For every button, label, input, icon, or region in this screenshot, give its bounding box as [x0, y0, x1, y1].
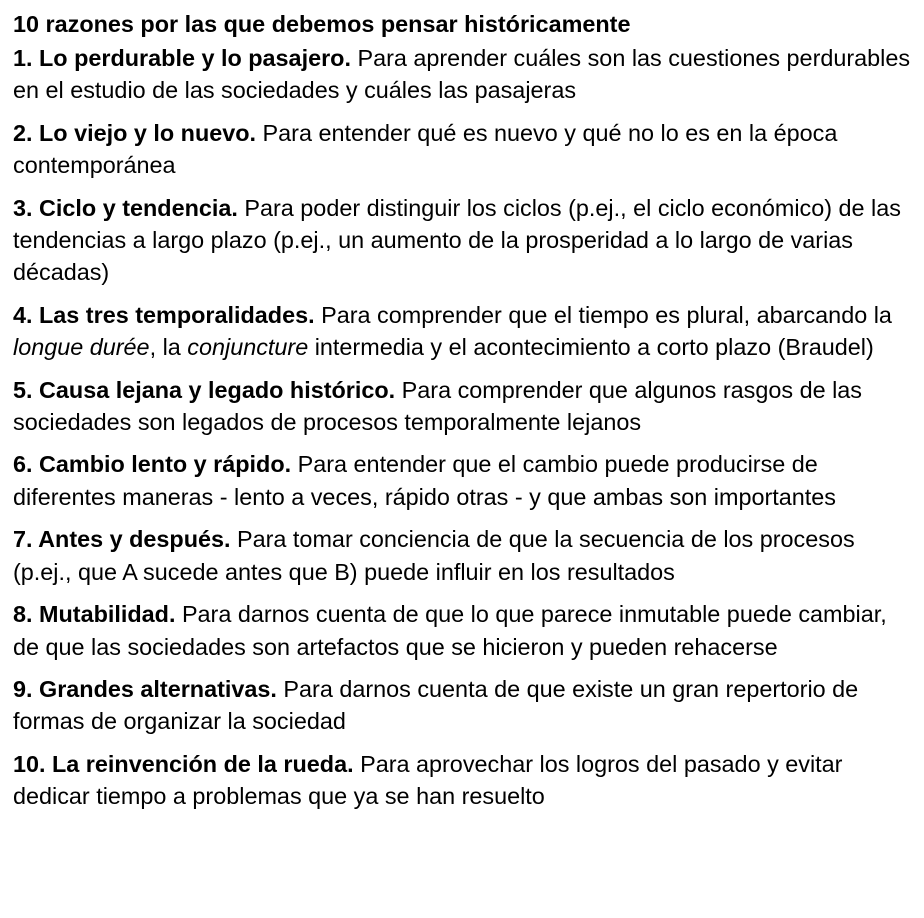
item-text: Para comprender que algunos rasgos de las sociedades son legados de procesos temporalmente lejanos — [13, 376, 862, 436]
list-item-9 — [13, 673, 917, 738]
list-item-10 — [13, 748, 917, 813]
item-emphasis: longue durée — [13, 334, 150, 361]
item-heading: 7. Antes y después. — [13, 526, 231, 553]
item-text: Para entender que el cambio puede producirse de diferentes maneras - lento a veces, rápido otras - y que ambas son importantes — [13, 451, 836, 510]
item-text: intermedia y el acontecimiento a corto plazo (Braudel) — [308, 334, 874, 361]
item-heading: 8. Mutabilidad. — [13, 601, 176, 628]
item-text: Para entender qué es nuevo y qué no lo es en la época contemporánea — [13, 119, 838, 179]
item-text: Para aprovechar los logros del pasado y evitar dedicar tiempo a problemas que ya se han resuelto — [13, 750, 843, 810]
list-item-6 — [13, 448, 917, 513]
list-item-7 — [13, 523, 917, 588]
item-text: , la — [149, 334, 188, 361]
item-emphasis: conjuncture — [187, 334, 309, 361]
document — [13, 8, 917, 823]
list-item-5 — [13, 374, 917, 439]
item-heading: 2. Lo viejo y lo nuevo. — [13, 119, 257, 146]
list-item-4 — [13, 299, 917, 364]
item-text: Para tomar conciencia de que la secuencia de los procesos (p.ej., que A sucede antes que B) puede influir en los resultados — [13, 526, 855, 585]
item-heading: 4. Las tres temporalidades. — [13, 301, 315, 328]
item-heading: 10. La reinvención de la rueda. — [13, 750, 354, 777]
item-text: Para darnos cuenta de que lo que parece inmutable puede cambiar, de que las sociedades son artefactos que se hicieron y pueden rehacerse — [13, 601, 887, 660]
item-heading: 3. Ciclo y tendencia. — [13, 194, 238, 221]
item-text: Para poder distinguir los ciclos (p.ej., el ciclo económico) de las tendencias a largo plazo (p.ej., un aumento de la prosperidad a lo largo de varias décadas) — [13, 194, 901, 286]
item-heading: 1. Lo perdurable y lo pasajero. — [13, 45, 351, 71]
item-heading: 5. Causa lejana y legado histórico. — [13, 376, 396, 403]
document-title: 10 razones por las que debemos pensar históricamente — [13, 11, 631, 37]
list-item-3 — [13, 192, 917, 289]
list-item-1 — [13, 42, 917, 107]
list-item-8 — [13, 598, 917, 663]
item-text: Para comprender que el tiempo es plural, abarcando la — [314, 301, 892, 328]
item-text: Para darnos cuenta de que existe un gran repertorio de formas de organizar la sociedad — [13, 675, 859, 735]
item-text: Para aprender cuáles son las cuestiones perdurables en el estudio de las sociedades y cuáles las pasajeras — [13, 45, 911, 104]
item-heading: 9. Grandes alternativas. — [13, 675, 277, 702]
list-item-2 — [13, 117, 917, 182]
item-heading: 6. Cambio lento y rápido. — [13, 451, 292, 478]
